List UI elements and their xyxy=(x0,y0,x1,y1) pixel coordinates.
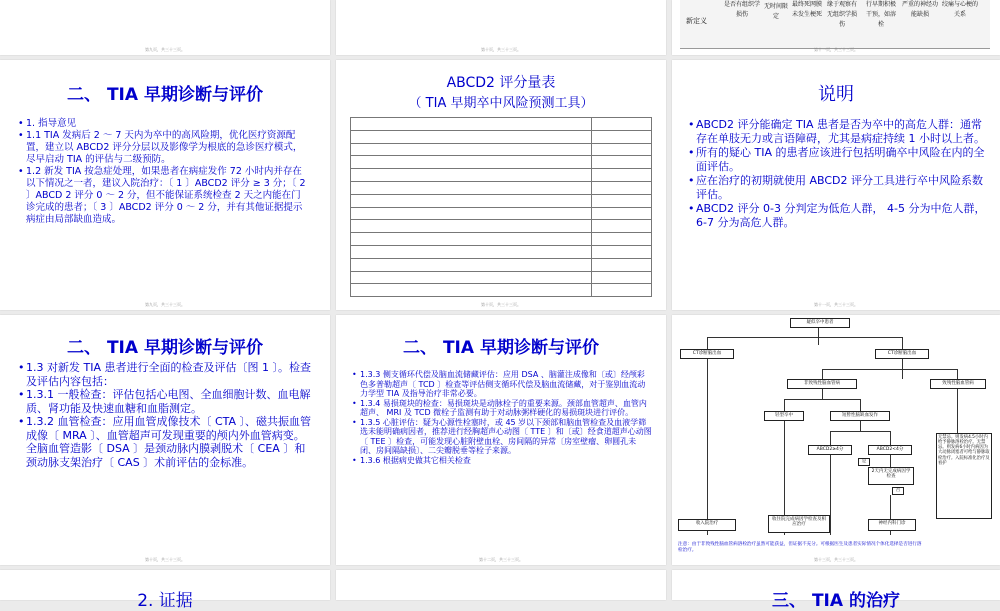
slide-top-right xyxy=(672,0,1000,55)
row-label: 新定义 xyxy=(686,17,707,25)
cell-6: 严重的神经功能缺损 xyxy=(902,1,939,18)
cell-2: 无时间限定 xyxy=(764,3,789,20)
bullet-item: • 1.3.2 血管检查：应用血管成像技术〔 CTA 〕、磁共振血管成像〔 MRA 〕、血管超声可发现重要的颅内外血管病变。全脑血管造影〔 DSA 〕是颈动脉内膜剥脱术〔 CEA 〕和颈动脉支架治疗〔 CAS 〕术前评估的金标准。 xyxy=(18,415,314,469)
connector xyxy=(822,369,823,379)
connector xyxy=(860,421,861,431)
flow-box-etiology-workup: 收住院完成病因学检查及相应治疗 xyxy=(768,515,830,533)
flow-box-disabling: 致残性脑血管病 xyxy=(930,379,986,389)
flow-box-yes: 是 xyxy=(858,458,870,466)
slide-body xyxy=(18,361,314,469)
flow-box-neuro-clinic: 神经内科门诊 xyxy=(868,519,916,531)
slide-title: 二、 TIA 早期诊断与评价 xyxy=(67,338,263,358)
connector xyxy=(707,359,708,535)
flow-box-ct-no-hemorrhage: CT诊断脑出血 xyxy=(680,349,734,359)
connector xyxy=(957,369,958,379)
cell-7: 绞痛与心梗的关系 xyxy=(942,1,979,18)
connector xyxy=(860,399,861,411)
connector xyxy=(830,431,890,432)
flowchart xyxy=(672,315,1000,565)
flow-box-admit: 收入院治疗 xyxy=(678,519,736,531)
slide-evidence xyxy=(0,570,330,611)
flow-box-abcd2-low: ABCD2<4分 xyxy=(868,445,912,455)
bullet-item: • 1.3 对新发 TIA 患者进行全面的检查及评估〔图 1 〕。检查及评估内容包括： xyxy=(18,361,314,388)
connector xyxy=(822,389,823,399)
flow-box-tia: 短暂性脑缺血发作 xyxy=(830,411,890,421)
bullet-item: • ABCD2 评分能确定 TIA 患者是否为卒中的高危人群：通常存在单肢无力或言语障碍，尤其是病症持续 1 小时以上者。 xyxy=(688,118,988,146)
cell-3: 最终死网膜未发生梗死 xyxy=(792,1,823,18)
connector xyxy=(784,399,860,400)
slide-body xyxy=(688,118,988,230)
definition-table-strip xyxy=(680,0,990,49)
connector xyxy=(902,337,903,349)
slide-footer: 第十页，共三十三页。 xyxy=(481,302,521,307)
abcd2-score-table xyxy=(350,117,652,297)
cell-4: 缘于观察有无组织学损伤 xyxy=(826,1,857,28)
bullet-item: • 1.2 新发 TIA 按急症处理，如果患者在病症发作 72 小时内并存在以下情况之一者，建议入院治疗：〔 1 〕ABCD2 评分 ≥ 3 分；〔 2 〕ABCD 2 评分 0 ～ 2 分，但不能保证系统检查 2 天之内能在门诊完成的患者；〔 3 〕ABCD2 评分 0 ～ 2 分，并有其他证据提示病症由局部缺血造成。 xyxy=(18,166,308,226)
connector xyxy=(822,369,957,370)
bullet-item: • 1.3.5 心脏评估：疑为心源性栓塞时，或 45 岁以下颈部和脑血管检查及血液学筛选未能明确病因者，推荐进行经胸超声心动图〔 TTE 〕和〔或〕经食道超声心动图〔 TEE 〕检查，可能发现心脏附壁血栓、房间隔的异常〔房室壁瘤、卵圆孔未闭、房间隔缺损〕、二尖瓣脱垂等栓子来源。 xyxy=(352,418,652,456)
slide-title: 2. 证据 xyxy=(137,591,193,611)
flow-box-within-2-days: 2天内无完成病因学检查 xyxy=(868,467,914,485)
slide-title: 三、 TIA 的治疗 xyxy=(772,591,900,611)
slide-footer: 第十三页，共三十三页。 xyxy=(814,557,858,562)
slide-footer: 第九页，共三十三页。 xyxy=(145,302,185,307)
slide-body xyxy=(18,118,308,226)
slide-footer: 第十一页，共三十三页。 xyxy=(814,302,858,307)
bullet-item: • 1.3.4 易损斑块的检查：易损斑块是动脉栓子的重要来源。颈部血管超声、血管内超声、 MRI 及 TCD 微栓子监测有助于对动脉粥样硬化的易损斑块进行评价。 xyxy=(352,399,652,418)
slide-body xyxy=(352,370,652,465)
flow-box-minor-stroke: 轻型卒中 xyxy=(764,411,804,421)
bullet-item: • 1.3.1 一般检查：评估包括心电图、全血细胞计数、血电解质、肾功能及快速血糖和血脂测定。 xyxy=(18,388,314,415)
slide-tia-diagnosis-1 xyxy=(0,60,330,310)
slide-abcd2-scale xyxy=(336,60,666,310)
slide-explanation xyxy=(672,60,1000,310)
bullet-item: • 1.3.3 侧支循环代偿及脑血流储藏评估：应用 DSA 、脑灌注成像和〔或〕经颅彩色多普勒超声〔 TCD 〕检查等评估侧支循环代偿及脑血流储藏，对于鉴别血流动力学型 TIA 及指导治疗非常必要。 xyxy=(352,370,652,399)
flow-box-abcd2-high: ABCD2≥4分 xyxy=(808,445,852,455)
slide-footer: 第十页，共三十三页。 xyxy=(145,557,185,562)
bullet-item: • 1. 指导意见 xyxy=(18,118,308,130)
connector xyxy=(784,399,785,411)
connector xyxy=(707,337,708,349)
bullet-item: • 1.1 TIA 发病后 2 ～ 7 天内为卒中的高风险期，优化医疗资源配置，建立以 ABCD2 评分分层以及影像学为根底的急诊医疗模式，尽早启动 TIA 的评估与二级预防。 xyxy=(18,130,308,166)
slide-footer: 第九页，共三十三页。 xyxy=(145,47,185,52)
slide-title-line1: ABCD2 评分量表 xyxy=(446,75,556,91)
cell-1: 是否有组织学损伤 xyxy=(724,1,761,18)
flow-box-non-disabling: 非致残性脑血管病 xyxy=(787,379,857,389)
bullet-item: • ABCD2 评分 0-3 分判定为低危人群， 4-5 分为中危人群， 6-7 分为高危人群。 xyxy=(688,202,988,230)
slide-top-left xyxy=(0,0,330,55)
slide-footer: 第十页，共三十三页。 xyxy=(481,47,521,52)
connector xyxy=(707,337,902,338)
slide-tia-treatment xyxy=(672,570,1000,611)
slide-title: 说明 xyxy=(818,84,854,105)
connector xyxy=(890,455,891,467)
flow-box-no: 否 xyxy=(892,487,904,495)
slide-footer: 第十二页，共三十三页。 xyxy=(479,557,523,562)
bullet-item: • 1.3.6 根据病史做其它相关检查 xyxy=(352,456,652,466)
slide-tia-diagnosis-2 xyxy=(0,315,330,565)
connector xyxy=(957,389,958,433)
slide-bottom-middle xyxy=(336,570,666,600)
slide-tia-diagnosis-3 xyxy=(336,315,666,565)
slide-title: 二、 TIA 早期诊断与评价 xyxy=(403,338,599,358)
slide-footer: 第十一页，共三十三页。 xyxy=(814,47,858,52)
slide-flowchart xyxy=(672,315,1000,565)
bullet-item: • 所有的疑心 TIA 的患者应该进行包括明确卒中风险在内的全面评估。 xyxy=(688,146,988,174)
connector xyxy=(830,455,831,535)
bullet-item: • 应在治疗的初期就使用 ABCD2 评分工具进行卒中风险系数评估。 xyxy=(688,174,988,202)
flow-box-side-note: 无禁忌。则发病4.5小时内给予静脉溶栓治疗。无禁忌。则发病6小时内病因为大动脉闭塞者可给与静脉取栓治疗。入院标准化治疗及看护 xyxy=(936,433,992,519)
slide-top-middle xyxy=(336,0,666,55)
flowchart-note: 注意：由于非致残性脑血管病溶栓治疗虽然可能获益，但证据不充分。可根据医生及患者实际情况个体化选择是否进行溶栓治疗。 xyxy=(678,542,922,553)
flow-box-ct-hemorrhage: CT诊断脑出血 xyxy=(875,349,929,359)
cell-5: 行早期积极干预，如溶栓 xyxy=(865,1,896,28)
connector xyxy=(830,431,831,445)
flow-box-suspected-stroke: 疑似卒中患者 xyxy=(790,318,850,328)
slide-title: 二、 TIA 早期诊断与评价 xyxy=(67,85,263,105)
connector xyxy=(890,431,891,445)
slide-title-line2: （ TIA 早期卒中风险预测工具） xyxy=(408,96,594,111)
